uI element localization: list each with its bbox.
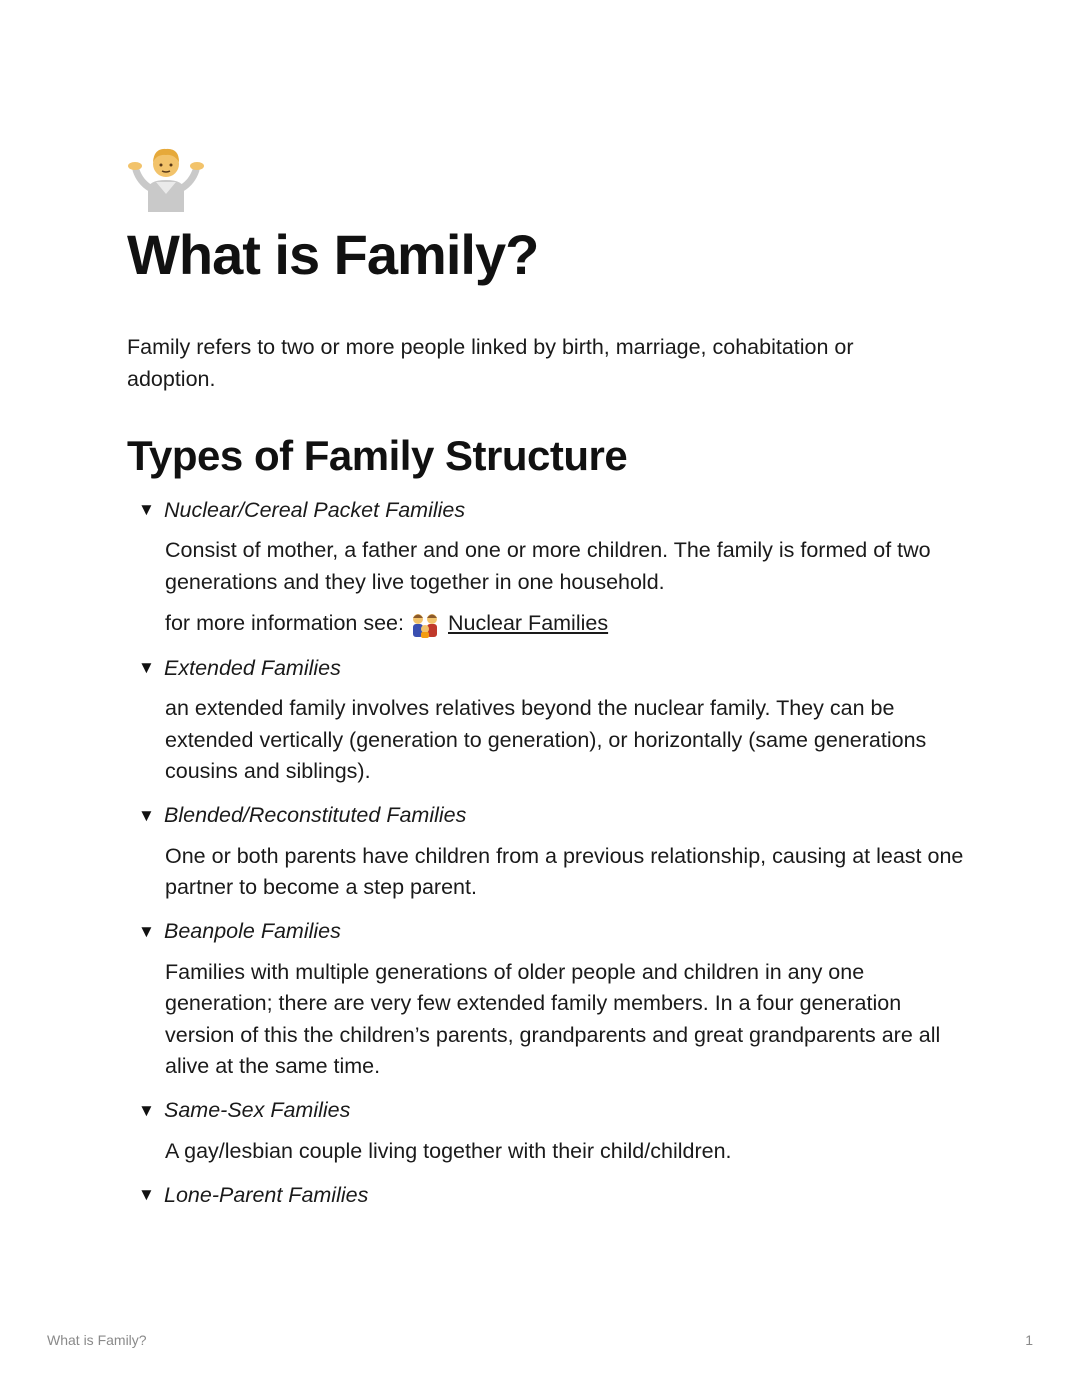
toggle-body — [138, 693, 968, 788]
page-title: What is Family? — [127, 223, 539, 286]
footer-title: What is Family? — [47, 1332, 147, 1348]
reference-prefix: for more information see: — [165, 611, 404, 636]
toggle-header[interactable] — [138, 1178, 968, 1212]
toggle-lone-parent-families — [138, 1178, 968, 1212]
family-icon — [411, 610, 439, 638]
nuclear-families-link[interactable]: Nuclear Families — [448, 611, 609, 636]
toggle-body-text: A gay/lesbian couple living together with their child/children. — [165, 1138, 732, 1163]
toggle-beanpole-families — [138, 915, 968, 1083]
triangle-down-icon[interactable]: ▼ — [138, 500, 155, 519]
toggle-label: Blended/Reconstituted Families — [164, 803, 467, 827]
toggle-body — [138, 957, 968, 1083]
person-shrugging-icon — [126, 142, 206, 214]
toggle-list — [138, 493, 968, 1223]
toggle-header[interactable] — [138, 651, 968, 685]
toggle-extended-families — [138, 651, 968, 788]
footer-page-number: 1 — [1025, 1332, 1033, 1348]
toggle-header[interactable] — [138, 493, 968, 527]
toggle-body-text: Consist of mother, a father and one or more children. The family is formed of two generations and they live together in one household. — [165, 538, 931, 594]
toggle-body — [138, 535, 968, 640]
toggle-label: Nuclear/Cereal Packet Families — [164, 497, 466, 522]
toggle-label: Beanpole Families — [164, 919, 341, 943]
toggle-label: Same-Sex Families — [164, 1098, 351, 1122]
toggle-blended-families — [138, 799, 968, 904]
section-heading: Types of Family Structure — [127, 432, 628, 479]
toggle-nuclear-families — [138, 493, 968, 640]
toggle-header[interactable] — [138, 915, 968, 949]
toggle-header[interactable] — [138, 799, 968, 833]
triangle-down-icon[interactable]: ▼ — [138, 658, 155, 677]
toggle-body — [138, 1136, 968, 1168]
reference-line — [165, 608, 968, 640]
triangle-down-icon[interactable]: ▼ — [138, 1185, 155, 1204]
toggle-header[interactable] — [138, 1094, 968, 1128]
toggle-body-text: Families with multiple generations of older people and children in any one generation; there are very few extended family members. In a four generation version of this the children’s parents, grandparents and great grandparents are all alive at the same time. — [165, 959, 941, 1078]
intro-paragraph: Family refers to two or more people linked by birth, marriage, cohabitation or adoption. — [127, 335, 854, 391]
toggle-body-text: an extended family involves relatives beyond the nuclear family. They can be extended vertically (generation to generation), or horizontally (same generations cousins and siblings). — [165, 696, 927, 783]
toggle-same-sex-families — [138, 1094, 968, 1168]
toggle-body-text: One or both parents have children from a previous relationship, causing at least one partner to become a step parent. — [165, 843, 964, 899]
toggle-label: Lone-Parent Families — [164, 1182, 369, 1207]
toggle-body — [138, 841, 968, 904]
triangle-down-icon[interactable]: ▼ — [138, 805, 155, 825]
triangle-down-icon[interactable]: ▼ — [138, 1100, 155, 1120]
triangle-down-icon[interactable]: ▼ — [138, 921, 155, 941]
toggle-label: Extended Families — [164, 655, 341, 680]
